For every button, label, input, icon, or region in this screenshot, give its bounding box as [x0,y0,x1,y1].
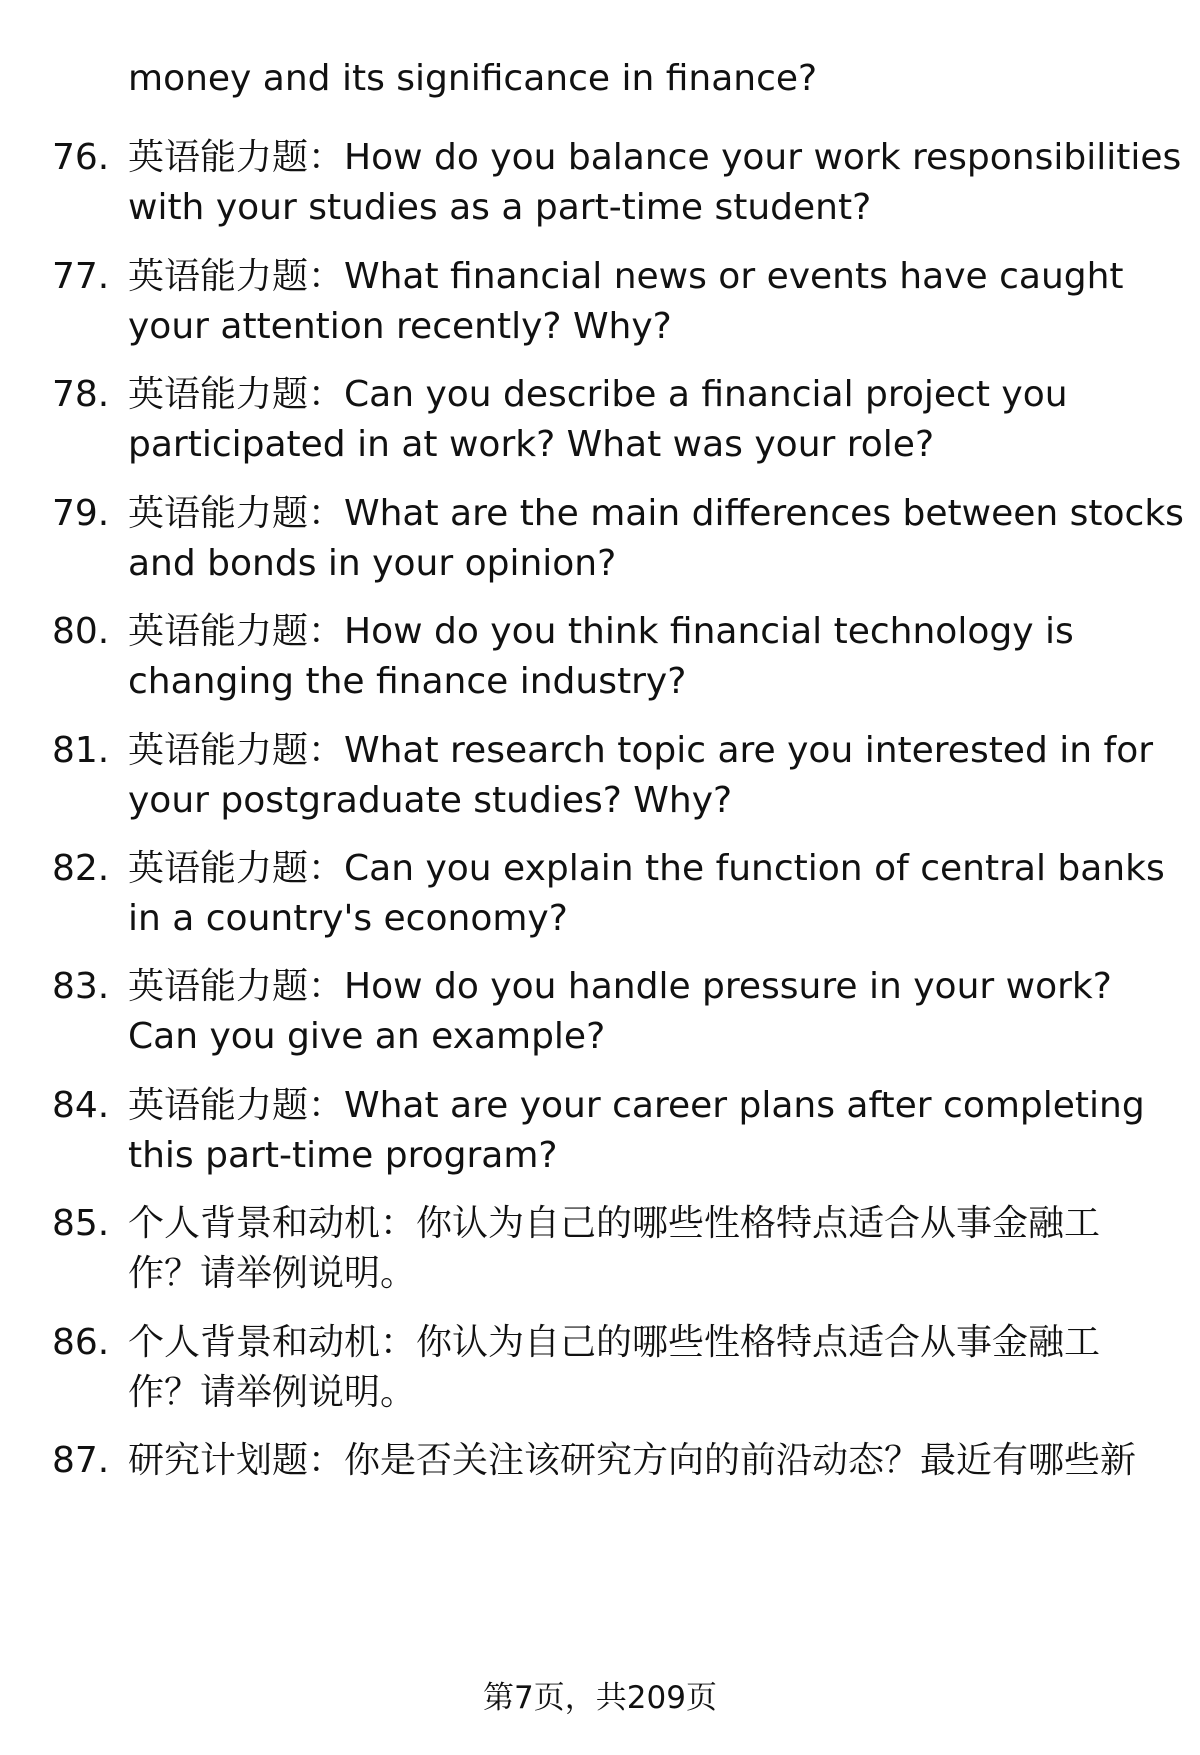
question-text [128,1318,1158,1418]
question-line: 英语能力题：What are your career plans after completing [128,1085,1145,1126]
question-text [128,962,1158,1062]
question-line: in a country's economy? [128,898,568,939]
question-number: 76. [52,137,110,178]
question-line: Can you give an example? [128,1016,606,1057]
question-number: 78. [52,374,110,415]
question-line: 个人背景和动机：你认为自己的哪些性格特点适合从事金融工 [128,1203,1101,1244]
question-line: and bonds in your opinion? [128,543,617,584]
question-line: changing the finance industry? [128,661,687,702]
question-number: 87. [52,1440,110,1481]
question-text [128,252,1158,352]
continued-question-line: money and its significance in finance? [128,58,818,99]
question-number: 81. [52,730,110,771]
question-line: 英语能力题：Can you describe a financial project you [128,374,1068,415]
question-text [128,1081,1158,1181]
question-line: this part-time program? [128,1135,558,1176]
page-number-footer: 第7页，共209页 [483,1680,717,1716]
question-line: 个人背景和动机：你认为自己的哪些性格特点适合从事金融工 [128,1322,1101,1363]
question-line: with your studies as a part-time student? [128,187,872,228]
question-number: 79. [52,493,110,534]
question-line: 英语能力题：What financial news or events have caught [128,256,1124,297]
question-number: 83. [52,966,110,1007]
question-text [128,607,1158,707]
question-line: 作？请举例说明。 [128,1253,417,1294]
question-number: 84. [52,1085,110,1126]
question-line: 作？请举例说明。 [128,1372,417,1413]
question-line: 英语能力题：How do you handle pressure in your work? [128,966,1112,1007]
question-number: 82. [52,848,110,889]
question-text [128,133,1182,233]
question-line: participated in at work? What was your role? [128,424,935,465]
question-text [128,844,1165,944]
question-line: your postgraduate studies? Why? [128,780,733,821]
question-text [128,726,1158,826]
question-text [128,370,1158,470]
question-line: your attention recently? Why? [128,306,672,347]
question-number: 85. [52,1203,110,1244]
question-line: 研究计划题：你是否关注该研究方向的前沿动态？最近有哪些新 [128,1440,1137,1481]
question-text [128,1199,1158,1299]
question-number: 77. [52,256,110,297]
question-line: 英语能力题：What are the main differences between stocks [128,493,1184,534]
question-line: 英语能力题：How do you balance your work responsibilities [128,137,1182,178]
question-text [128,489,1184,589]
question-line: 英语能力题：What research topic are you interested in for [128,730,1154,771]
question-number: 80. [52,611,110,652]
question-line: 英语能力题：Can you explain the function of central banks [128,848,1165,889]
question-number: 86. [52,1322,110,1363]
question-line: 英语能力题：How do you think financial technology is [128,611,1074,652]
question-text [128,1436,1158,1486]
